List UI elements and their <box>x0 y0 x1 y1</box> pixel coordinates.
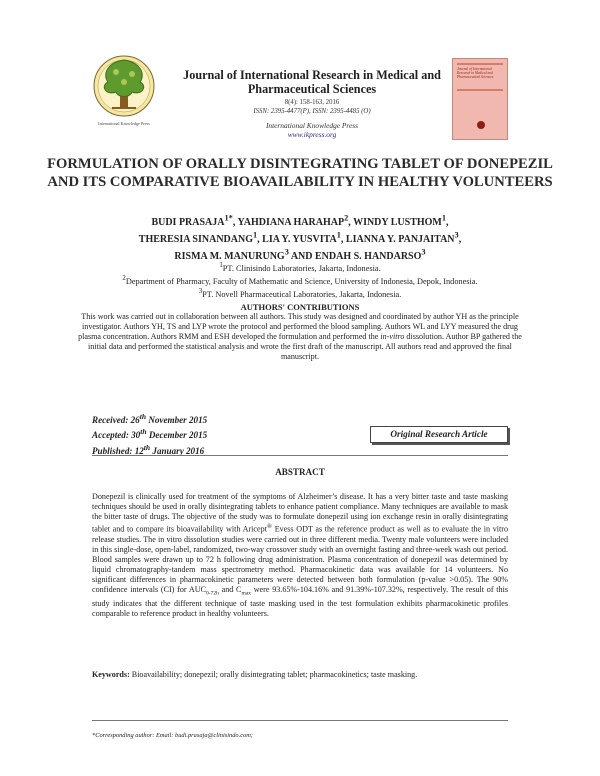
contributions-text: This work was carried out in collaboration between all authors. This study was designed and coordinated by author YH as the principle investigator. Authors YH, TS and LYP wrote the protocol and performed the blood sampling. Authors WL and LYY measured the drug plasma concentration. Authors RMM and ESH developed the formulation and performed the in-vitro dissolution. Author BP gathered the initial data and performed the statistical analysis and wrote the first draft of the manuscript. All authors read and approved the final manuscript. <box>78 312 522 361</box>
author: LIA Y. YUSVITA$^1$, <box>262 230 346 246</box>
logo-caption: International Knowledge Press <box>98 121 150 126</box>
author: THERESIA SINANDANG$^1$, <box>138 230 263 246</box>
publisher-logo <box>88 52 160 126</box>
received-date: Received: 26th November 2015 <box>92 412 208 426</box>
article-type-badge: Original Research Article <box>370 426 508 443</box>
contributions-heading: AUTHORS' CONTRIBUTIONS <box>240 302 360 312</box>
volume-pages: 8(4): 158-163, 2016 <box>284 99 340 106</box>
author: WINDY LUSTHOM$^1$, <box>353 214 449 229</box>
author: LIANNA Y. PANJAITAN$^3$, <box>345 230 462 246</box>
affiliation: $^1$PT. Clinisindo Laboratories, Jakarta, Indonesia. <box>219 262 381 273</box>
website-link[interactable]: www.ikpress.org <box>287 129 337 139</box>
divider <box>92 720 508 721</box>
author-list <box>60 213 540 264</box>
abstract-text: Donepezil is clinically used for treatment of the symptoms of Alzheimer’s disease. It has a very bitter taste and taste masking techniques should be used in orally disintegrating tablets to enhance patient compliance. Many techniques are available to mask the bitter taste of drugs. The objective of the study was to formulate donepezil using ion exchange resin in orally disintegrating tablet and to compare its bioavailability with Aricept® Evess ODT as the reference product as well as to evaluate the in vitro release studies. The in vitro dissolution studies were carried out in three different media. Twenty male volunteers were included in this single-dose, open-label, randomized, two-way crossover study with an overnight fasting and three-week wash out period. Blood samples were drawn up to 72 h following drug administration. Plasma concentration of donepezil was determined by liquid chromatography-tandem mass spectrometry method. Pharmacokinetic data was available for 14 volunteers. No significant differences in pharmacokinetic parameters were detected between both formulation (p-value >0.05). The 90% confidence intervals (CI) for $AUC_{0-72h}$ and $C_{max}$ were 93.65%-104.16% and 91.39%-107.32%, respectively. The result of this study indicates that the different technique of taste masking used in the test formulation exhibits pharmacokinetic profiles comparable to reference product in healthy volunteers. <box>92 492 509 618</box>
paper-title: FORMULATION OF ORALLY DISINTEGRATING TABLET OF DONEPEZIL AND ITS COMPARATIVE BIOAVAILABILITY IN HEALTHY VOLUNTEERS <box>47 156 553 190</box>
cover-text: Journal of International Research in Medical and Pharmaceutical Sciences <box>457 67 494 80</box>
journal-cover <box>452 58 508 140</box>
published-date: Published: 12th January 2016 <box>92 442 205 456</box>
abstract-heading: ABSTRACT <box>275 467 325 477</box>
corresponding-author-footnote: *Corresponding author: Email: budi.prasaja@clinisindo.com; <box>92 732 253 739</box>
issn: ISSN: 2395-4477(P), ISSN: 2395-4485 (O) <box>253 107 371 115</box>
author: RISMA M. MANURUNG$^3$ AND <box>174 247 315 263</box>
affiliation: $^3$PT. Novell Pharmaceutical Laboratories, Jakarta, Indonesia. <box>198 287 402 299</box>
affiliation: $^2$Department of Pharmacy, Faculty of Mathematic and Science, University of Indonesia, Depok, Indonesia. <box>122 274 478 286</box>
publisher-name: International Knowledge Press <box>265 121 359 131</box>
author: YAHDIANA HARAHAP$^2$, <box>237 214 354 229</box>
keywords: Keywords: Bioavailability; donepezil; orally disintegrating tablet; pharmacokinetics; taste masking. <box>92 670 418 679</box>
affiliations <box>60 261 540 299</box>
tree-logo-icon <box>88 52 160 126</box>
journal-title: Journal of International Research in Medical and Pharmaceutical Sciences <box>183 68 441 96</box>
divider <box>92 455 508 456</box>
cover-emblem-icon <box>477 121 485 129</box>
author: BUDI $PRASAJA^{1*}$, <box>151 214 238 229</box>
accepted-date: Accepted: 30th December 2015 <box>92 427 208 441</box>
author: ENDAH S. HANDARSO$^3$ <box>315 247 426 263</box>
publication-dates <box>92 411 322 457</box>
journal-meta <box>162 99 462 139</box>
